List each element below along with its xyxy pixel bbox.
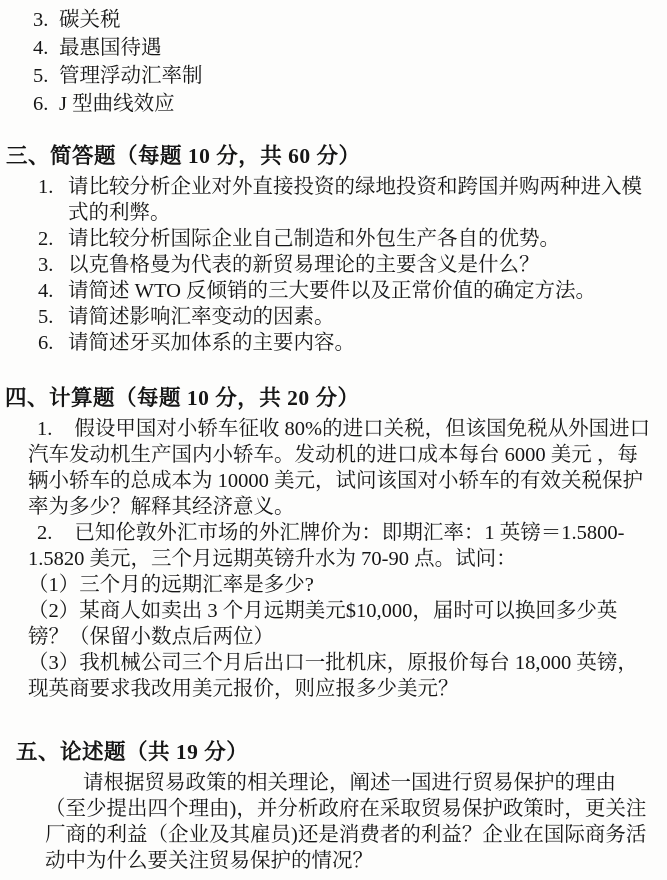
question-number: 3. <box>38 254 54 276</box>
section-heading-short-answer: 三、简答题（每题 10 分，共 60 分） <box>6 144 361 168</box>
calculation-problem <box>28 520 655 572</box>
problem-number: 2. <box>37 522 53 544</box>
term-label: 碳关税 <box>59 9 121 31</box>
term-number: 5. <box>33 65 49 87</box>
problem-text: 假设甲国对小轿车征收 80%的进口关税，但该国免税从外国进口汽车发动机生产国内小轿车。发动机的进口成本每台 6000 美元 ，每辆小轿车的总成本为 10000 美元，试问该国对小轿车的有效关税保护率为多少？解释其经济意义。 <box>28 418 651 518</box>
term-number: 3. <box>33 9 49 31</box>
question-number: 6. <box>38 332 54 354</box>
term-item <box>33 34 661 62</box>
question-item <box>38 278 657 304</box>
subquestion: （1）三个月的远期汇率是多少? <box>28 574 314 596</box>
calculation-problem-list <box>0 416 661 702</box>
question-number: 1. <box>38 176 54 198</box>
section-heading-calculation: 四、计算题（每题 10 分，共 20 分） <box>5 386 360 410</box>
question-text: 请简述影响汇率变动的因素。 <box>68 306 335 328</box>
question-item <box>38 304 657 330</box>
essay-question-text: 请根据贸易政策的相关理论，阐述一国进行贸易保护的理由（至少提出四个理由)，并分析政府在采取贸易保护政策时，更关注厂商的利益（企业及其雇员)还是消费者的利益？企业在国际商务活动中为什么要关注贸易保护的情况？ <box>45 772 647 872</box>
question-text: 请简述 WTO 反倾销的三大要件以及正常价值的确定方法。 <box>68 280 597 302</box>
question-text: 请比较分析企业对外直接投资的绿地投资和跨国并购两种进入模式的利弊。 <box>68 176 642 224</box>
term-definition-list <box>0 6 661 118</box>
question-number: 5. <box>38 306 54 328</box>
short-answer-question-list <box>0 174 661 356</box>
problem-text: 已知伦敦外汇市场的外汇牌价为：即期汇率：1 英镑＝1.5800-1.5820 美元，三个月远期英镑升水为 70-90 点。试问： <box>28 522 625 570</box>
section-heading-essay: 五、论述题（共 19 分） <box>16 740 249 764</box>
term-label: 最惠国待遇 <box>59 37 162 59</box>
subquestion: （2）某商人如卖出 3 个月远期美元$10,000，届时可以换回多少英镑？（保留小数点后两位） <box>28 600 618 648</box>
question-item <box>38 174 657 226</box>
question-item <box>38 226 657 252</box>
calculation-problem <box>28 416 655 520</box>
question-number: 4. <box>38 280 54 302</box>
term-label: J 型曲线效应 <box>59 93 175 115</box>
term-item <box>33 90 661 118</box>
question-text: 请简述牙买加体系的主要内容。 <box>68 332 355 354</box>
question-text: 请比较分析国际企业自己制造和外包生产各自的优势。 <box>68 228 560 250</box>
term-number: 6. <box>33 93 49 115</box>
question-text: 以克鲁格曼为代表的新贸易理论的主要含义是什么？ <box>68 254 540 276</box>
question-item <box>38 252 657 278</box>
term-item <box>33 6 661 34</box>
question-item <box>38 330 657 356</box>
problem-number: 1. <box>37 418 53 440</box>
subquestion: （3）我机械公司三个月后出口一批机床，原报价每台 18,000 英镑，现英商要求我改用美元报价，则应报多少美元？ <box>28 652 638 700</box>
question-number: 2. <box>38 228 54 250</box>
term-label: 管理浮动汇率制 <box>59 65 203 87</box>
term-item <box>33 62 661 90</box>
term-number: 4. <box>33 37 49 59</box>
